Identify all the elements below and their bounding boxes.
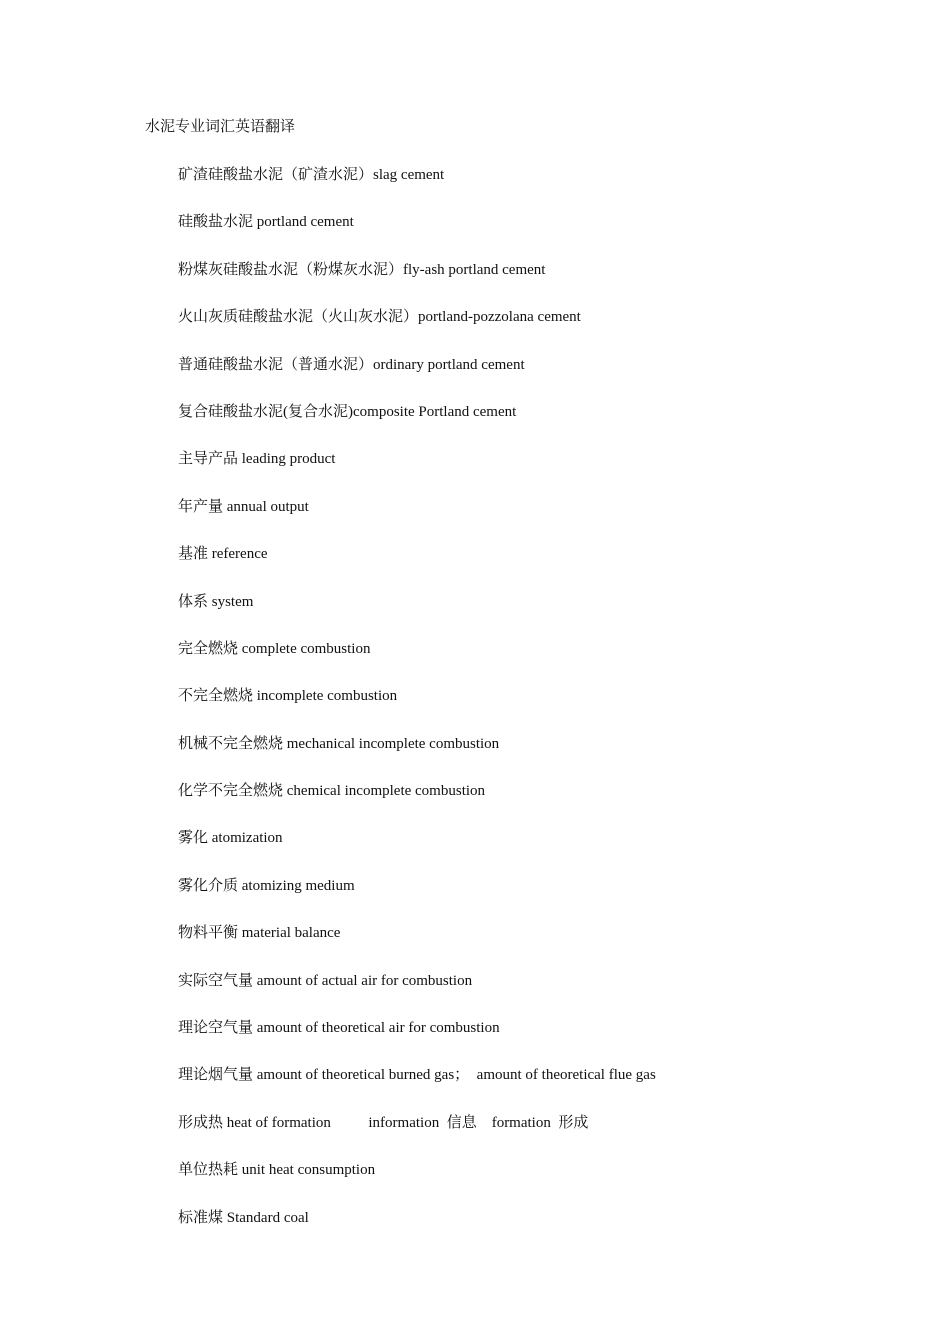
- term-entry: 粉煤灰硅酸盐水泥（粉煤灰水泥）fly-ash portland cement: [178, 261, 546, 278]
- term-entry: 实际空气量 amount of actual air for combustion: [178, 972, 473, 989]
- term-entry: 完全燃烧 complete combustion: [178, 640, 371, 657]
- term-entry: 物料平衡 material balance: [178, 925, 341, 942]
- term-entry: 单位热耗 unit heat consumption: [178, 1162, 376, 1179]
- document-title: 水泥专业词汇英语翻译: [145, 119, 296, 135]
- term-entry: 形成热 heat of formation information 信息 formation 形成: [178, 1114, 589, 1131]
- term-entry: 机械不完全燃烧 mechanical incomplete combustion: [178, 735, 500, 752]
- term-entry: 基准 reference: [178, 546, 268, 563]
- term-entry: 理论空气量 amount of theoretical air for combustion: [178, 1020, 500, 1037]
- term-entry: 复合硅酸盐水泥(复合水泥)composite Portland cement: [178, 403, 517, 420]
- term-entry: 不完全燃烧 incomplete combustion: [178, 688, 398, 705]
- term-entry: 普通硅酸盐水泥（普通水泥）ordinary portland cement: [178, 356, 525, 373]
- term-entry: 理论烟气量 amount of theoretical burned gas； amount of theoretical flue gas: [178, 1067, 656, 1084]
- term-entry: 矿渣硅酸盐水泥（矿渣水泥）slag cement: [178, 167, 445, 183]
- term-entry: 雾化 atomization: [178, 830, 283, 847]
- term-entry: 雾化介质 atomizing medium: [178, 877, 355, 894]
- term-entry: 火山灰质硅酸盐水泥（火山灰水泥）portland-pozzolana cement: [178, 309, 581, 326]
- term-list: [178, 164, 656, 1254]
- term-entry: 硅酸盐水泥 portland cement: [178, 214, 354, 231]
- term-entry: 化学不完全燃烧 chemical incomplete combustion: [178, 783, 486, 800]
- term-entry: 标准煤 Standard coal: [178, 1209, 309, 1226]
- term-entry: 体系 system: [178, 593, 254, 610]
- term-entry: 主导产品 leading product: [178, 451, 336, 468]
- term-entry: 年产量 annual output: [178, 498, 309, 515]
